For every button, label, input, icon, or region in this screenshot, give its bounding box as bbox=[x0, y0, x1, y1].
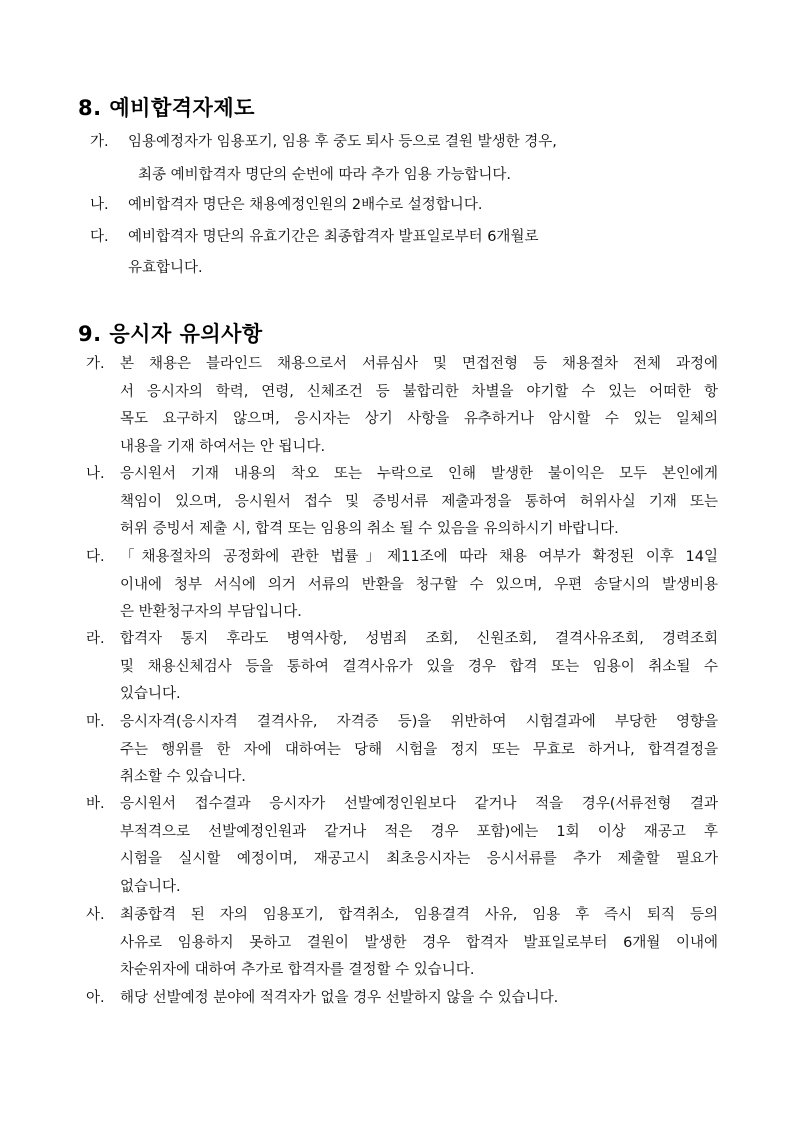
item-line: 없습니다. bbox=[120, 878, 181, 895]
list-item bbox=[86, 461, 718, 544]
item-line: 은 반환청구자의 부담입니다. bbox=[120, 604, 302, 620]
item-marker: 바. bbox=[86, 796, 105, 812]
item-line: 취소할 수 있습니다. bbox=[120, 769, 246, 785]
item-line: 예비합격자 명단은 채용예정인원의 2배수로 설정합니다. bbox=[128, 197, 483, 213]
item-line: 내용을 기재 하여서는 안 됩니다. bbox=[120, 438, 326, 455]
item-line: 본 채용은 블라인드 채용으로서 서류심사 및 면접전형 등 채용절차 전체 과정에 bbox=[120, 356, 718, 372]
item-line: 해당 선발예정 분야에 적격자가 없을 경우 선발하지 않을 수 있습니다. bbox=[120, 990, 559, 1006]
item-line: 최종 예비합격자 명단의 순번에 따라 추가 임용 가능합니다. bbox=[138, 166, 512, 183]
item-line: 서 응시자의 학력, 연령, 신체조건 등 불합리한 차별을 야기할 수 있는 어떠한 항 bbox=[120, 383, 718, 400]
item-line: 및 채용신체검사 등을 통하여 결격사유가 있을 경우 합격 또는 임용이 취소될 수 bbox=[120, 658, 718, 675]
item-line: 임용예정자가 임용포기, 임용 후 중도 퇴사 등으로 결원 발생한 경우, bbox=[128, 134, 557, 150]
list-item bbox=[86, 791, 718, 901]
item-line: 허위 증빙서 제출 시, 합격 또는 임용의 취소 될 수 있음을 유의하시기 바랍니다. bbox=[120, 521, 619, 537]
list-item bbox=[90, 129, 557, 189]
list-item bbox=[90, 192, 482, 220]
item-marker: 아. bbox=[86, 990, 105, 1006]
item-marker: 나. bbox=[90, 197, 109, 213]
item-line: 차순위자에 대하여 추가로 합격자를 결정할 수 있습니다. bbox=[120, 962, 475, 978]
item-marker: 나. bbox=[86, 466, 105, 482]
item-marker: 다. bbox=[90, 229, 109, 245]
item-line: 합격자 통지 후라도 병역사항, 성범죄 조회, 신원조회, 결격사유조회, 경력조회 bbox=[120, 631, 718, 647]
section-heading: 8. 예비합격자제도 bbox=[78, 96, 255, 120]
item-line: 최종합격 된 자의 임용포기, 합격취소, 임용결격 사유, 임용 후 즉시 퇴직 등의 bbox=[120, 907, 718, 923]
item-line: 유효합니다. bbox=[128, 259, 203, 276]
item-line: 응시자격(응시자격 결격사유, 자격증 등)을 위반하여 시험결과에 부당한 영향을 bbox=[120, 714, 718, 730]
item-line: 예비합격자 명단의 유효기간은 최종합격자 발표일로부터 6개월로 bbox=[128, 229, 539, 245]
item-line: 책임이 있으며, 응시원서 접수 및 증빙서류 제출과정을 통하여 허위사실 기재 또는 bbox=[120, 493, 718, 510]
item-line: 응시원서 접수결과 응시자가 선발예정인원보다 같거나 적을 경우(서류전형 결과 bbox=[120, 796, 718, 812]
item-line: 목도 요구하지 않으며, 응시자는 상기 사항을 유추하거나 암시할 수 있는 일체의 bbox=[120, 411, 718, 427]
list-item bbox=[86, 626, 718, 709]
list-item bbox=[86, 902, 718, 985]
item-marker: 가. bbox=[90, 134, 109, 150]
item-line: 시험을 실시할 예정이며, 재공고시 최초응시자는 응시서류를 추가 제출할 필요가 bbox=[120, 851, 718, 867]
item-marker: 라. bbox=[86, 631, 105, 647]
item-line: 주는 행위를 한 자에 대하여는 당해 시험을 정지 또는 무효로 하거나, 합격결정을 bbox=[120, 741, 718, 758]
item-marker: 사. bbox=[86, 907, 105, 923]
list-item bbox=[86, 351, 718, 461]
list-item bbox=[86, 544, 718, 627]
item-marker: 가. bbox=[86, 356, 105, 372]
list-item bbox=[86, 985, 718, 1013]
list-item bbox=[90, 224, 538, 282]
item-marker: 마. bbox=[86, 714, 105, 730]
item-line: 「채용절차의 공정화에 관한 법률」제11조에 따라 채용 여부가 확정된 이후 14일 bbox=[120, 549, 718, 565]
item-line: 부적격으로 선발예정인원과 같거나 적은 경우 포함)에는 1회 이상 재공고 후 bbox=[120, 823, 718, 840]
list-item bbox=[86, 709, 718, 792]
item-line: 응시원서 기재 내용의 착오 또는 누락으로 인해 발생한 불이익은 모두 본인에게 bbox=[120, 466, 718, 482]
item-line: 이내에 청부 서식에 의거 서류의 반환을 청구할 수 있으며, 우편 송달시의 발생비용 bbox=[120, 576, 718, 593]
item-line: 있습니다. bbox=[120, 686, 181, 702]
section-heading: 9. 응시자 유의사항 bbox=[78, 322, 263, 346]
item-line: 사유로 임용하지 못하고 결원이 발생한 경우 합격자 발표일로부터 6개월 이내에 bbox=[120, 934, 718, 951]
item-marker: 다. bbox=[86, 549, 105, 565]
